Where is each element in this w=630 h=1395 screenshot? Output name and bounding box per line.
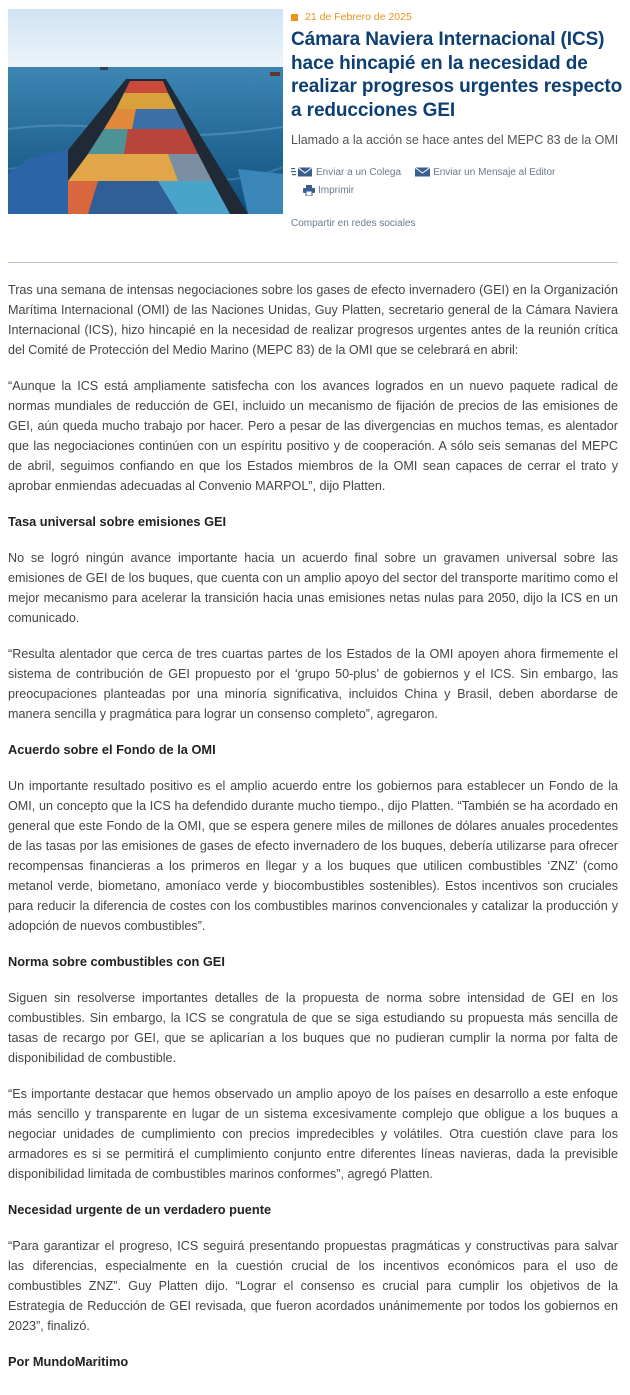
send-to-editor-label: Enviar un Mensaje al Editor — [433, 166, 556, 178]
section-heading: Necesidad urgente de un verdadero puente — [8, 1202, 272, 1217]
section-heading: Acuerdo sobre el Fondo de la OMI — [8, 742, 216, 757]
article-image — [8, 9, 283, 214]
paragraph: Tras una semana de intensas negociaciones sobre los gases de efecto invernadero (GEI) en la Organización Marítima Internacional (OMI) de las Naciones Unidas, Guy Platten, secretario general de la Cámara Naviera Internacional (ICS), hizo hincapié en la necesidad de realizar progresos urgentes antes de la reunión crítica del Comité de Protección del Medio Marino (MEPC 83) de la OMI que se celebrará en abril: — [8, 283, 618, 357]
paragraph: “Aunque la ICS está ampliamente satisfecha con los avances logrados en un nuevo paquete radical de normas mundiales de reducción de GEI, incluido un mecanismo de fijación de precios de las emisiones de GEI, aún queda mucho trabajo por hacer. Pero a pesar de las divergencias en muchos temas, es alentador que las negociaciones continúen con un espíritu positivo y de cooperación. A sólo seis semanas del MEPC de abril, seguimos confiando en que los Estados miembros de la OMI sean capaces de cerrar el trato y aprobar enmiendas adecuadas al Convenio MARPOL”, dijo Platten. — [8, 379, 618, 493]
divider — [8, 262, 618, 263]
envelope-list-icon — [291, 167, 313, 177]
article-title: Cámara Naviera Internacional (ICS) hace hincapié en la necesidad de realizar progresos urgentes respecto a reducciones GEI — [291, 29, 623, 121]
paragraph: “Es importante destacar que hemos observado un amplio apoyo de los países en desarrollo a este enfoque más sencillo y transparente en lugar de un sistema excesivamente complejo que obligue a los buques a negociar unidades de cumplimiento con precios impredecibles y volátiles. Otra cuestión clave para los armadores es si se permitirá el cumplimiento conjunto entre diferentes líneas navieras, dada la previsible disponibilidad limitada de combustibles marinos conformes”, agregó Platten. — [8, 1087, 618, 1181]
send-to-colleague-link[interactable] — [291, 167, 401, 178]
paragraph: No se logró ningún avance importante hacia un acuerdo final sobre un gravamen universal sobre las emisiones de GEI de los buques, que cuenta con un amplio apoyo del sector del transporte marítimo como el mejor mecanismo para acelerar la transición hacia unas emisiones netas nulas para 2050, dijo la ICS en un comunicado. — [8, 551, 618, 625]
paragraph: Un importante resultado positivo es el amplio acuerdo entre los gobiernos para establecer un Fondo de la OMI, un concepto que la ICS ha defendido durante mucho tiempo., dijo Platten. “También se ha acordado en general que este Fondo de la OMI, que se espera genere miles de millones de dólares anuales procedentes de las tasas por las emisiones de gases de efecto invernadero de los buques, debería utilizarse para ofrecer recompensas financieras a los primeros en llegar y a los buques que utilicen combustibles ‘ZNZ’ (como metanol verde, biometano, amoníaco verde y biocombustibles sostenibles). Estos incentivos son cruciales para reducir la diferencia de costes con los combustibles marinos convencionales y catalizar la producción y adopción de nuevos combustibles”. — [8, 779, 618, 933]
byline: Por MundoMaritimo — [8, 1354, 129, 1369]
paragraph: Siguen sin resolverse importantes detalles de la propuesta de norma sobre intensidad de GEI en los combustibles. Sin embargo, la ICS se congratula de que se siga estudiando su propuesta más sencilla de tasas de recargo por GEI, que se aplicarían a los buques que no pudieran cumplir la norma por falta de disponibilidad de combustible. — [8, 991, 618, 1065]
send-to-colleague-label: Enviar a un Colega — [316, 166, 402, 178]
article-body — [8, 280, 618, 1388]
share-social-link[interactable]: Compartir en redes sociales — [291, 218, 416, 229]
article-date: 21 de Febrero de 2025 — [305, 11, 412, 23]
date-square-icon — [291, 14, 298, 21]
envelope-icon — [415, 167, 430, 177]
paragraph: “Para garantizar el progreso, ICS seguirá presentando propuestas pragmáticas y constructivas para salvar las diferencias, especialmente en la cuestión crucial de los incentivos económicos para el uso de combustibles ZNZ”. Guy Platten dijo. “Lograr el consenso es crucial para cumplir los objetivos de la Estrategia de Reducción de GEI revisada, que fueron acordados unánimemente por todos los gobiernos en 2023”, finalizó. — [8, 1239, 618, 1333]
print-label: Imprimir — [318, 184, 355, 196]
article-actions — [291, 164, 623, 229]
section-heading: Tasa universal sobre emisiones GEI — [8, 514, 227, 529]
section-heading: Norma sobre combustibles con GEI — [8, 954, 225, 969]
send-to-editor-link[interactable] — [415, 167, 555, 178]
printer-icon — [303, 185, 315, 196]
paragraph: “Resulta alentador que cerca de tres cuartas partes de los Estados de la OMI apoyen ahora firmemente el sistema de contribución de GEI propuesto por el ‘grupo 50-plus’ de gobiernos y el ICS. Sin embargo, las preocupaciones planteadas por una minoría significativa, incluidos China y Brasil, deben abordarse de manera sencilla y pragmática para lograr un consenso completo”, agregaron. — [8, 647, 618, 721]
print-link[interactable] — [303, 185, 354, 196]
article-subtitle: Llamado a la acción se hace antes del MEPC 83 de la OMI — [291, 133, 619, 147]
article-header — [291, 10, 623, 229]
date-row — [291, 10, 623, 24]
